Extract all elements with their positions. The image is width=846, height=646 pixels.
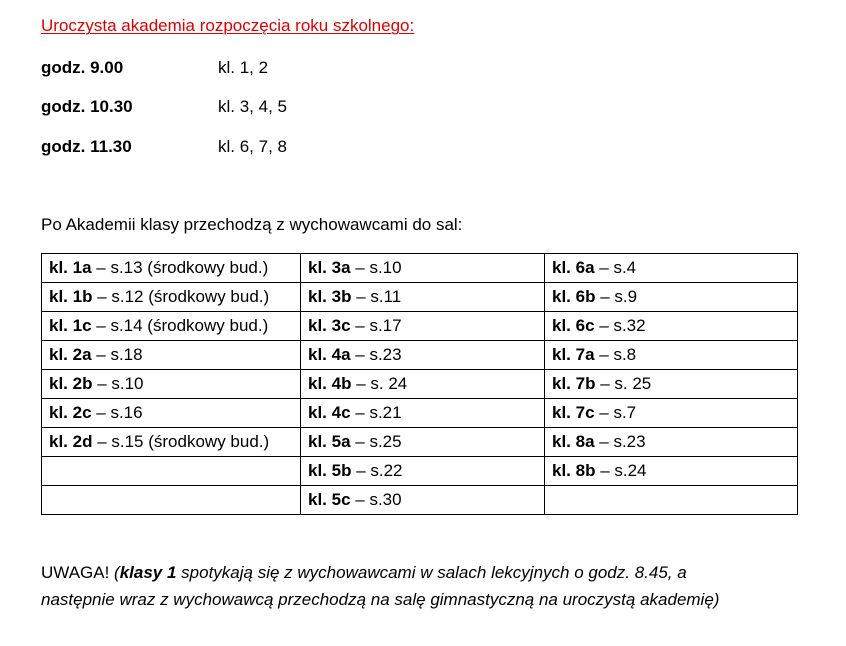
table-row — [42, 486, 798, 515]
room-label: – s.25 — [350, 432, 402, 451]
table-row — [42, 399, 798, 428]
class-label: kl. 2a — [49, 345, 92, 364]
class-label: kl. 2c — [49, 403, 92, 422]
table-row — [42, 457, 798, 486]
class-label: kl. 5a — [308, 432, 351, 451]
note-bold: klasy 1 — [119, 563, 177, 582]
room-label: – s.4 — [594, 258, 637, 277]
class-label: kl. 5c — [308, 490, 351, 509]
class-label: kl. 8a — [552, 432, 595, 451]
room-label: – s.12 (środkowy bud.) — [92, 287, 270, 306]
note-open-paren: ( — [114, 563, 120, 582]
table-cell — [301, 457, 545, 486]
schedule-classes: kl. 3, 4, 5 — [218, 97, 287, 116]
room-label: – s.8 — [594, 345, 637, 364]
rooms-table — [41, 253, 798, 515]
table-cell — [42, 312, 301, 341]
table-cell — [545, 341, 798, 370]
class-label: kl. 7b — [552, 374, 596, 393]
class-label: kl. 8b — [552, 461, 596, 480]
note — [41, 559, 821, 613]
schedule-time: godz. 11.30 — [41, 137, 132, 156]
schedule-time: godz. 9.00 — [41, 58, 124, 77]
table-cell — [42, 486, 301, 515]
table-cell — [301, 341, 545, 370]
room-label: – s.14 (środkowy bud.) — [91, 316, 269, 335]
table-cell — [545, 486, 798, 515]
rooms-table-body — [42, 254, 798, 515]
room-label: – s.7 — [594, 403, 637, 422]
table-cell — [301, 254, 545, 283]
class-label: kl. 6b — [552, 287, 596, 306]
room-label: – s.30 — [350, 490, 402, 509]
table-cell — [301, 370, 545, 399]
table-row — [42, 312, 798, 341]
room-label: – s.22 — [351, 461, 403, 480]
table-cell — [301, 428, 545, 457]
table-row — [42, 283, 798, 312]
class-label: kl. 2b — [49, 374, 93, 393]
page-heading: Uroczysta akademia rozpoczęcia roku szkolnego: — [41, 16, 415, 35]
table-cell — [42, 370, 301, 399]
table-cell — [42, 283, 301, 312]
room-label: – s.16 — [91, 403, 143, 422]
room-label: – s.23 — [594, 432, 646, 451]
table-cell — [301, 283, 545, 312]
class-label: kl. 7c — [552, 403, 595, 422]
room-label: – s. 25 — [595, 374, 652, 393]
table-cell — [545, 457, 798, 486]
schedule-classes: kl. 6, 7, 8 — [218, 137, 287, 156]
class-label: kl. 1b — [49, 287, 93, 306]
table-cell — [301, 486, 545, 515]
table-cell — [301, 312, 545, 341]
class-label: kl. 4b — [308, 374, 352, 393]
room-label: – s.9 — [595, 287, 638, 306]
table-cell — [42, 254, 301, 283]
class-label: kl. 3a — [308, 258, 351, 277]
schedule-time: godz. 10.30 — [41, 97, 133, 116]
note-line2: następnie wraz z wychowawcą przechodzą na salę gimnastyczną na uroczystą akademię) — [41, 590, 720, 609]
note-line1-rest: spotykają się z wychowawcami w salach lekcyjnych o godz. 8.45, a — [176, 563, 687, 582]
room-label: – s.21 — [350, 403, 402, 422]
table-cell — [545, 283, 798, 312]
class-label: kl. 7a — [552, 345, 595, 364]
class-label: kl. 4a — [308, 345, 351, 364]
table-cell — [42, 428, 301, 457]
class-label: kl. 3c — [308, 316, 351, 335]
table-row — [42, 370, 798, 399]
class-label: kl. 3b — [308, 287, 352, 306]
table-cell — [42, 399, 301, 428]
table-row — [42, 254, 798, 283]
class-label: kl. 6c — [552, 316, 595, 335]
table-row — [42, 341, 798, 370]
class-label: kl. 2d — [49, 432, 93, 451]
table-cell — [545, 312, 798, 341]
table-cell — [545, 399, 798, 428]
room-label: – s. 24 — [351, 374, 408, 393]
room-label: – s.13 (środkowy bud.) — [91, 258, 269, 277]
room-label: – s.10 — [350, 258, 402, 277]
room-label: – s.10 — [92, 374, 144, 393]
intro-text: Po Akademii klasy przechodzą z wychowawcami do sal: — [41, 215, 463, 234]
room-label: – s.32 — [594, 316, 646, 335]
table-cell — [545, 428, 798, 457]
class-label: kl. 5b — [308, 461, 352, 480]
room-label: – s.15 (środkowy bud.) — [92, 432, 270, 451]
class-label: kl. 1a — [49, 258, 92, 277]
table-row — [42, 428, 798, 457]
room-label: – s.24 — [595, 461, 647, 480]
table-cell — [301, 399, 545, 428]
room-label: – s.11 — [351, 287, 402, 306]
table-cell — [42, 457, 301, 486]
note-prefix: UWAGA! — [41, 563, 115, 582]
room-label: – s.23 — [350, 345, 402, 364]
room-label: – s.18 — [91, 345, 143, 364]
room-label: – s.17 — [350, 316, 402, 335]
table-cell — [545, 254, 798, 283]
class-label: kl. 4c — [308, 403, 351, 422]
class-label: kl. 6a — [552, 258, 595, 277]
schedule-classes: kl. 1, 2 — [218, 58, 269, 77]
table-cell — [545, 370, 798, 399]
class-label: kl. 1c — [49, 316, 92, 335]
table-cell — [42, 341, 301, 370]
